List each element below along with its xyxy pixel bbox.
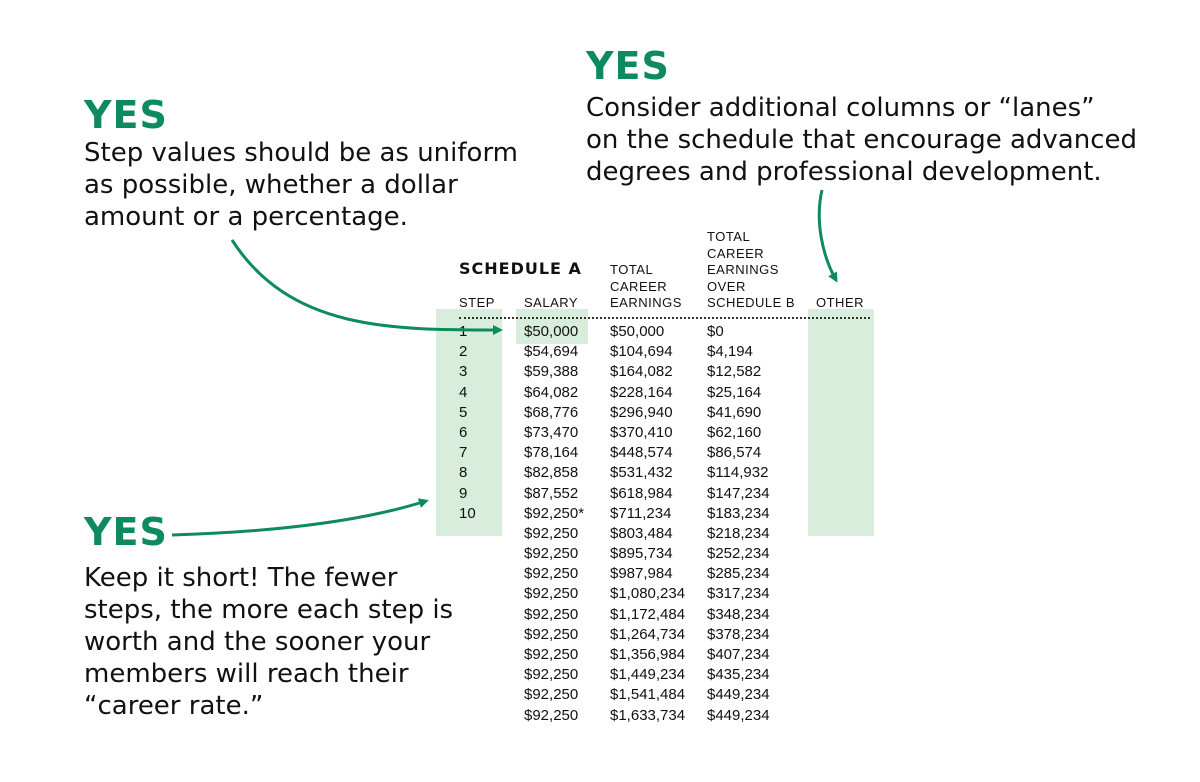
salary-cell: $54,694 [524,343,579,361]
earnings-over-cell: $0 [707,323,724,340]
step-cell: 7 [459,444,468,462]
total-earnings-cell: $895,734 [610,545,673,563]
earnings-over-cell: $252,234 [707,545,770,563]
header-line: STEP [459,295,495,310]
total-earnings-cell: $448,574 [610,444,673,462]
salary-cell: $92,250 [524,605,579,623]
salary-cell: $82,858 [524,464,579,482]
header-line: SALARY [524,295,579,310]
total-earnings-cell: $803,484 [610,524,673,542]
salary-cell: $92,250 [524,565,579,583]
callout-line: “career rate.” [84,691,264,721]
header-line: EARNINGS [610,295,682,310]
callout-line: on the schedule that encourage advanced [586,125,1138,155]
total-earnings-cell: $531,432 [610,464,673,482]
header-line: OTHER [816,295,864,310]
earnings-over-cell: $435,234 [707,666,770,684]
callout-line: Step values should be as uniform [84,138,519,168]
salary-cell: $59,388 [524,363,579,381]
step-cell: 6 [459,423,468,441]
total-earnings-cell: $618,984 [610,484,673,502]
earnings-over-cell: $378,234 [707,625,770,643]
header-line: OVER [707,278,746,294]
earnings-over-cell: $348,234 [707,605,770,623]
arrow-to-first-step [232,240,500,330]
earnings-over-cell: $317,234 [707,585,770,603]
callout-yes-label: YES [586,44,670,88]
total-earnings-cell: $1,541,484 [610,686,686,704]
earnings-over-cell: $41,690 [707,403,762,421]
salary-cell: $73,470 [524,423,579,441]
callout-yes-label: YES [84,93,168,137]
earnings-over-cell: $449,234 [707,706,770,724]
callout-yes-label: YES [84,510,168,554]
salary-cell: $78,164 [524,444,579,462]
salary-cell: $92,250 [524,625,579,643]
earnings-over-cell: $183,234 [707,504,770,522]
salary-cell: $92,250 [524,706,579,724]
total-earnings-cell: $1,356,984 [610,646,686,663]
callout-line: members will reach their [84,659,409,689]
salary-cell: $68,776 [524,403,579,421]
step-cell: 9 [459,484,468,502]
total-earnings-cell: $50,000 [610,323,665,340]
total-earnings-cell: $1,633,734 [610,706,686,724]
header-line: SCHEDULE B [707,295,796,310]
callout-line: Consider additional columns or “lanes” [586,93,1095,123]
salary-cell: $92,250 [524,686,579,704]
salary-cell: $50,000 [524,323,579,340]
total-earnings-cell: $164,082 [610,363,673,381]
salary-cell: $92,250 [524,666,579,684]
total-earnings-cell: $296,940 [610,403,673,421]
total-earnings-cell: $370,410 [610,423,673,441]
earnings-over-cell: $4,194 [707,343,753,361]
total-earnings-cell: $1,172,484 [610,605,686,623]
header-line: EARNINGS [707,262,779,277]
arrow-to-step-ten [172,501,426,535]
earnings-over-cell: $147,234 [707,484,770,502]
callout-line: as possible, whether a dollar [84,170,458,200]
callout-line: degrees and professional development. [586,157,1102,187]
earnings-over-cell: $449,234 [707,686,770,704]
step-cell: 2 [459,343,468,361]
salary-cell: $92,250* [524,504,585,522]
earnings-over-cell: $407,234 [707,646,770,663]
arrow-to-other-column [819,190,836,280]
earnings-over-cell: $62,160 [707,423,762,441]
total-earnings-cell: $104,694 [610,343,673,361]
header-line: TOTAL [707,229,751,244]
earnings-over-cell: $25,164 [707,383,762,401]
total-earnings-cell: $1,449,234 [610,666,686,684]
salary-cell: $64,082 [524,383,579,401]
callout-line: amount or a percentage. [84,202,408,232]
header-line: CAREER [707,245,765,261]
header-line: CAREER [610,278,668,294]
earnings-over-cell: $12,582 [707,363,762,381]
total-earnings-cell: $1,080,234 [610,585,686,603]
step-cell: 5 [459,403,468,421]
total-earnings-cell: $711,234 [610,504,672,522]
schedule-title: SCHEDULE A [459,259,582,278]
step-cell: 4 [459,383,468,401]
earnings-over-cell: $86,574 [707,444,762,462]
step-cell: 8 [459,464,468,482]
salary-cell: $87,552 [524,484,579,502]
earnings-over-cell: $114,932 [707,464,769,482]
total-earnings-cell: $1,264,734 [610,625,686,643]
earnings-over-cell: $285,234 [707,565,770,583]
step-cell: 10 [459,504,476,522]
salary-cell: $92,250 [524,585,579,603]
salary-cell: $92,250 [524,545,579,563]
callout-line: Keep it short! The fewer [84,563,398,593]
callout-line: steps, the more each step is [84,595,454,625]
salary-cell: $92,250 [524,524,579,542]
total-earnings-cell: $228,164 [610,383,673,401]
total-earnings-cell: $987,984 [610,565,673,583]
step-cell: 1 [459,323,468,340]
salary-cell: $92,250 [524,646,579,663]
callout-line: worth and the sooner your [84,627,431,657]
header-line: TOTAL [610,262,654,277]
earnings-over-cell: $218,234 [707,524,770,542]
step-cell: 3 [459,363,468,381]
